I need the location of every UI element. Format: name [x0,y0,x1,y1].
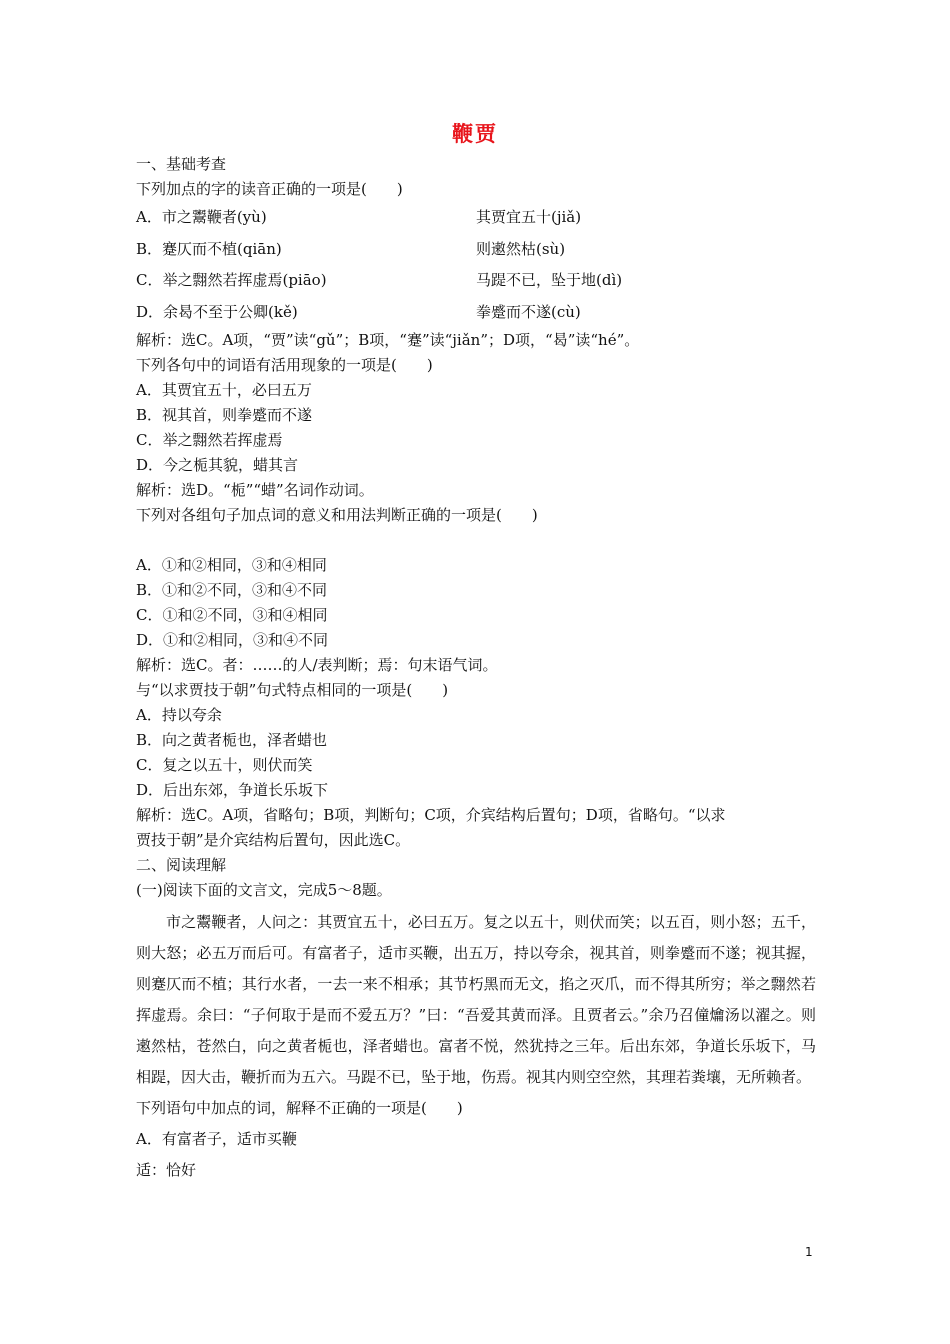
option-row [136,202,816,234]
question-2 [136,353,816,503]
answer-explanation-cont: 贾技于朝”是介宾结构后置句，因此选C。 [136,831,411,849]
option-item: D．①和②相同，③和④不同 [136,631,329,649]
passage-text: 市之鬻鞭者，人问之：其贾宜五十，必曰五万。复之以五十，则伏而笑；以五百，则小怒；五千，则大怒；必五万而后可。有富者子，适市买鞭，出五万，持以夸余，视其首，则拳蹙而不遂；视其握，则蹇仄而不植；其行水者，一去一来不相承；其节朽黑而无文，掐之灭爪，而不得其所穷；举之翲然若挥虚焉。余曰：“子何取于是而不爱五万？”曰：“吾爱其黄而泽。且贾者云。”余乃召僮爚汤以濯之。则遫然枯，苍然白，向之黄者栀也，泽者蜡也。富者不悦，然犹持之三年。后出东郊，争道长乐坂下，马相踶，因大击，鞭折而为五六。马踶不已，坠于地，伤焉。视其内则空空然，其理若粪壤，无所赖者。 [136,913,816,1086]
section-heading: 二、阅读理解 [136,856,227,874]
reading-intro: (一)阅读下面的文言文，完成5～8题。 [136,881,392,899]
option-row [136,234,816,266]
option-item: D．后出东郊，争道长乐坂下 [136,781,329,799]
option-item: C．复之以五十，则伏而笑 [136,756,313,774]
answer-explanation: 解析：选D。“栀”“蜡”名词作动词。 [136,481,374,499]
option-item: D．今之栀其貌，蜡其言 [136,456,299,474]
option-item: C．①和②不同，③和④相同 [136,606,328,624]
question-1 [136,177,816,353]
option-item: C．举之翲然若挥虚焉 [136,431,283,449]
option-right: 其贾宜五十(jiǎ) [476,208,582,226]
option-right: 马踶不已，坠于地(dì) [476,271,623,289]
option-right: 拳蹙而不遂(cù) [476,302,581,321]
question-stem: 下列各句中的词语有活用现象的一项是( ) [136,356,433,374]
option-left: B．蹇仄而不植(qiān) [136,239,282,258]
question-5 [136,1093,816,1186]
option-right: 则遫然枯(sù) [476,239,566,258]
option-row [136,297,816,329]
page-title: 鞭贾 [452,121,498,146]
question-3 [136,503,816,678]
option-left: C．举之翲然若挥虚焉(piāo) [136,271,327,289]
option-item: A．①和②相同，③和④相同 [136,556,327,574]
answer-explanation: 解析：选C。A项，“贾”读“gǔ”；B项，“蹇”读“jiǎn”；D项，“曷”读“hé”。 [136,331,640,349]
question-4 [136,678,816,853]
option-item: A．其贾宜五十，必曰五万 [136,381,312,399]
option-item: A．持以夸余 [136,706,222,724]
option-left: A．市之鬻鞭者(yù) [136,208,267,226]
answer-explanation: 解析：选C。A项，省略句；B项，判断句；C项，介宾结构后置句；D项，省略句。“以求 [136,806,726,824]
question-stem: 下列对各组句子加点词的意义和用法判断正确的一项是( ) [136,506,538,524]
option-item: A．有富者子，适市买鞭 [136,1130,297,1148]
question-stem: 下列语句中加点的词，解释不正确的一项是( ) [136,1099,463,1117]
option-gloss: 适：恰好 [136,1161,197,1179]
blank-space [136,528,816,553]
classical-passage [136,907,816,1093]
option-item: B．向之黄者栀也，泽者蜡也 [136,731,328,749]
page-number: 1 [805,1245,813,1259]
option-row [136,265,816,297]
section-heading: 一、基础考查 [136,155,227,173]
option-item: B．视其首，则拳蹙而不遂 [136,406,313,424]
question-stem: 下列加点的字的读音正确的一项是( ) [136,180,403,198]
question-stem: 与“以求贾技于朝”句式特点相同的一项是( ) [136,681,449,699]
answer-explanation: 解析：选C。者：……的人/表判断；焉：句末语气词。 [136,656,498,674]
option-left: D．余曷不至于公卿(kě) [136,302,298,321]
option-item: B．①和②不同，③和④不同 [136,581,328,599]
document-body [136,152,816,1186]
